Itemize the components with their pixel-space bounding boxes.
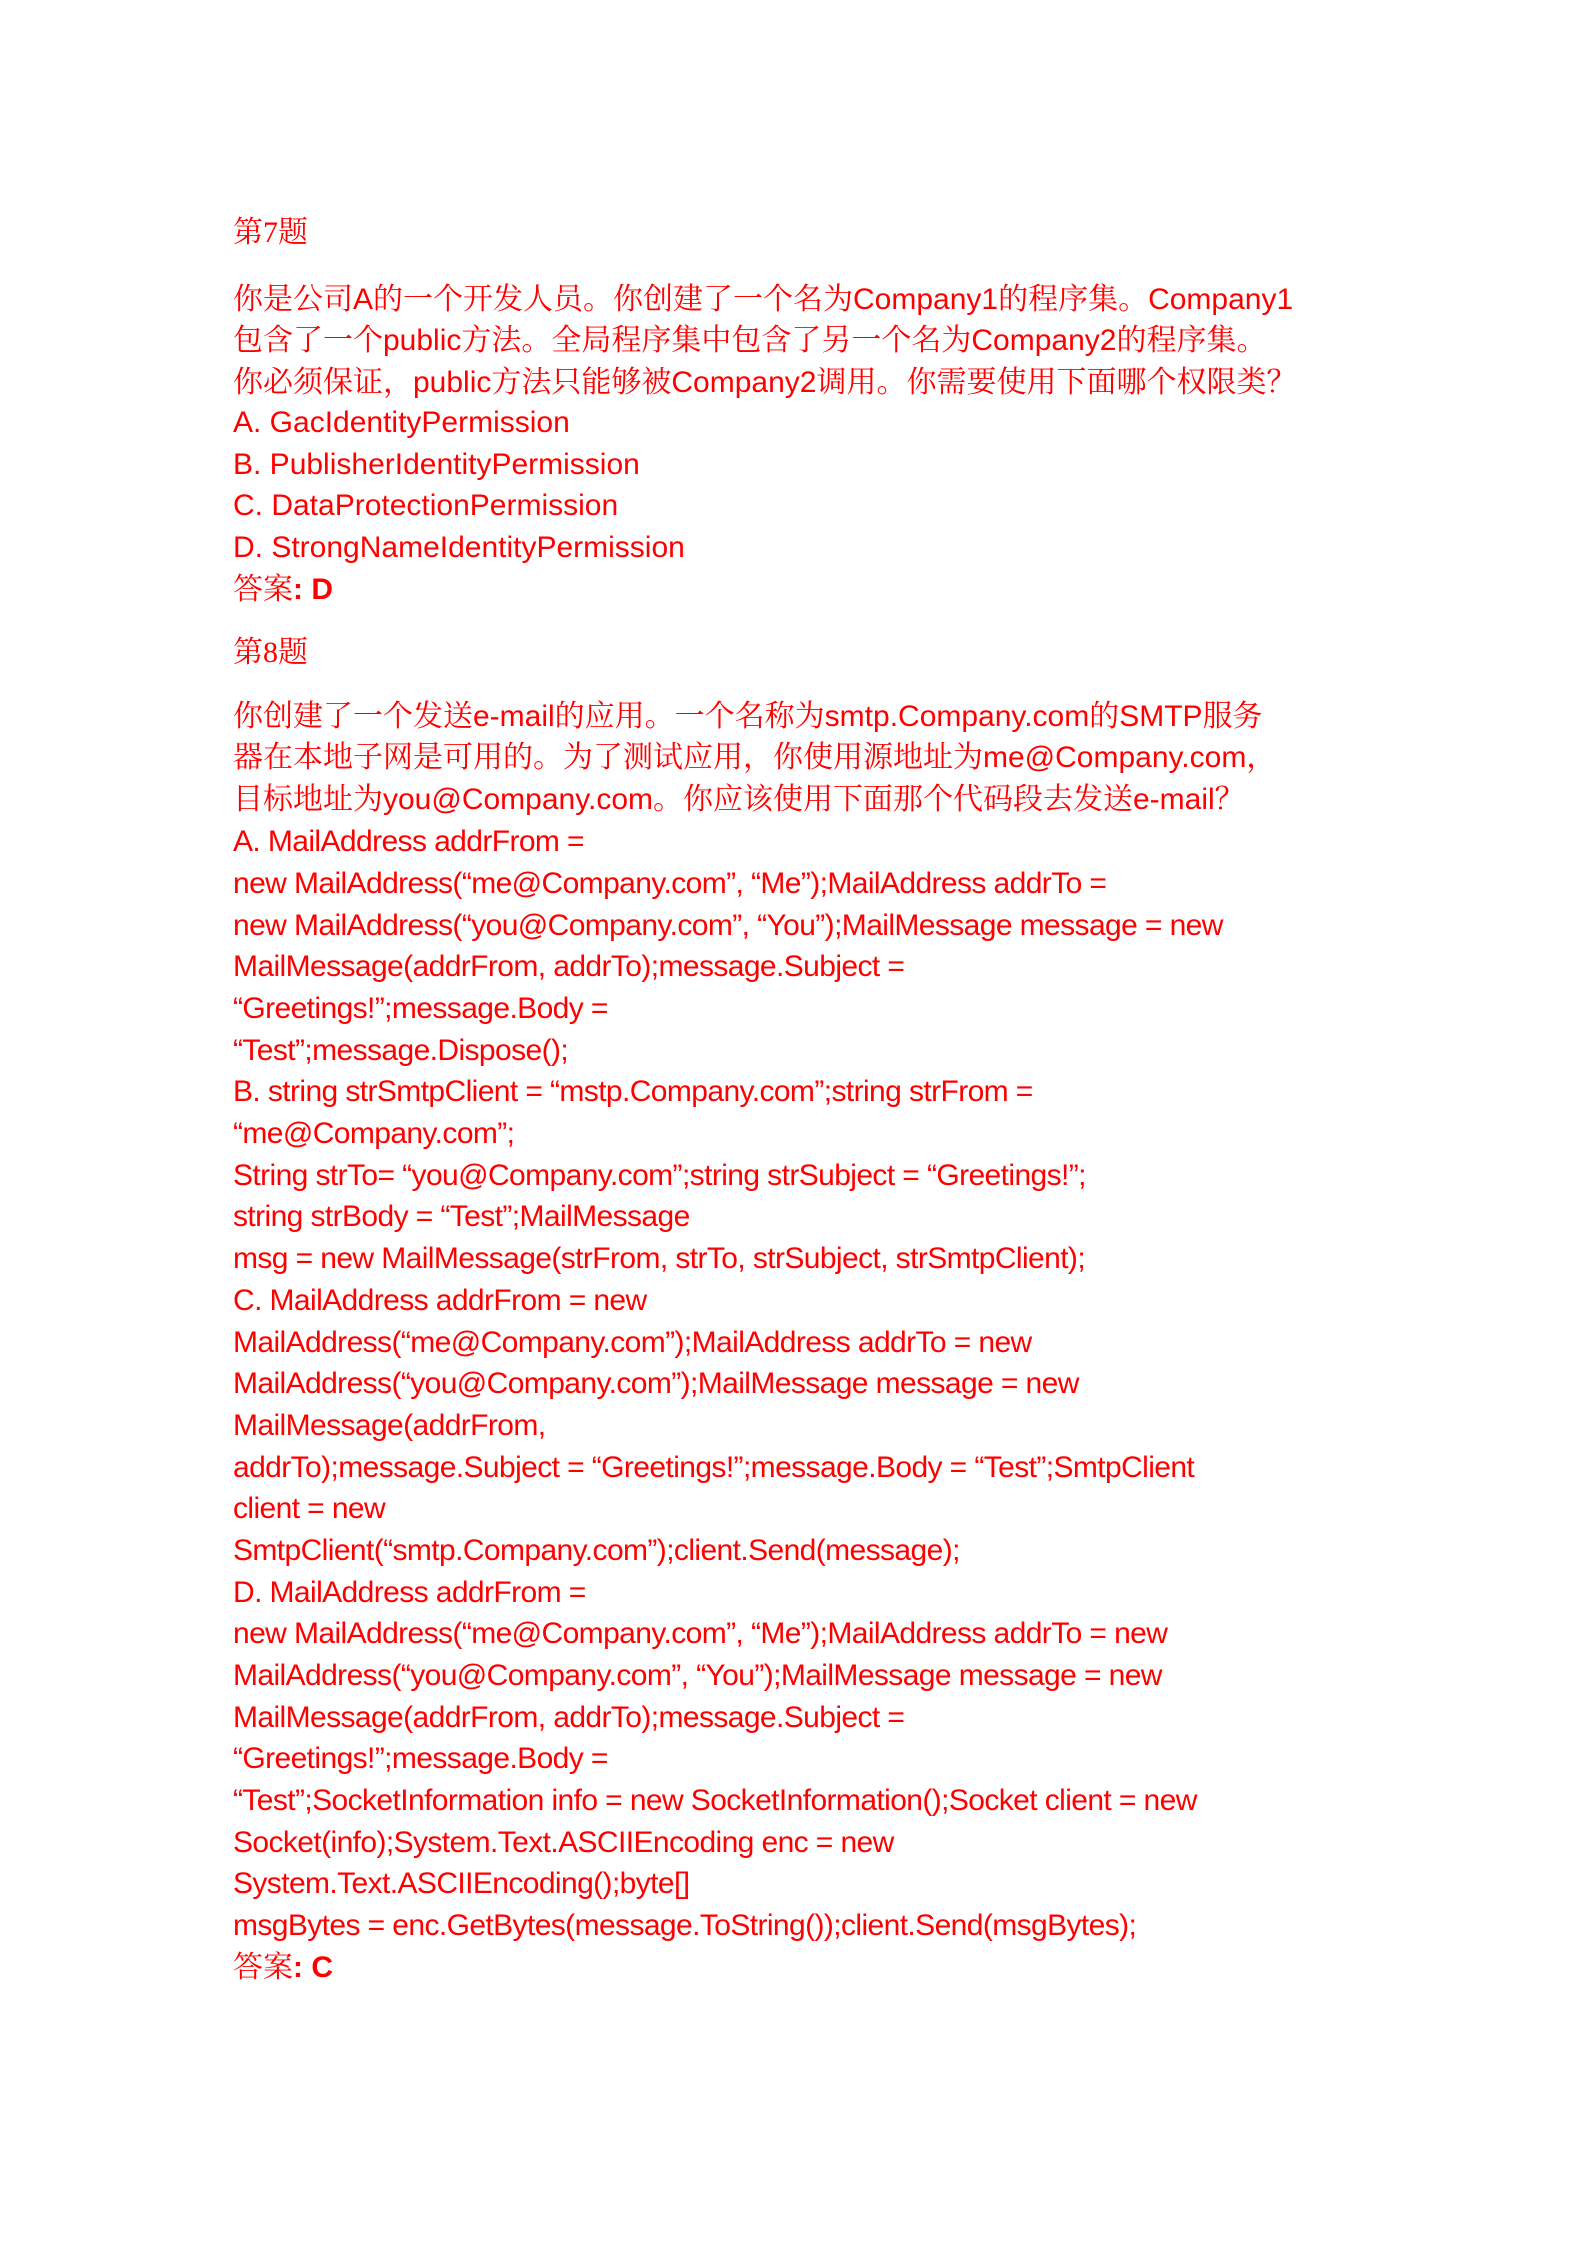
answer-label: 答案: [233, 1951, 293, 1984]
question-8-option-line: “Test”;SocketInformation info = new SocketInformation();Socket client = new: [233, 1784, 1197, 1817]
question-8-option-line: SmtpClient(“smtp.Company.com”);client.Send(message);: [233, 1534, 960, 1567]
answer-value: C: [311, 1951, 333, 1984]
answer-separator: :: [293, 1951, 312, 1984]
question-8-option-line: new MailAddress(“me@Company.com”, “Me”);MailAddress addrTo = new: [233, 1617, 1168, 1650]
question-8-option-line: “Test”;message.Dispose();: [233, 1034, 569, 1067]
question-7-answer: [233, 570, 333, 610]
question-8-option-line: MailMessage(addrFrom, addrTo);message.Subject =: [233, 1701, 905, 1734]
question-8-option-line: MailMessage(addrFrom, addrTo);message.Subject =: [233, 950, 905, 983]
answer-value: D: [311, 573, 333, 606]
question-8-option-line: MailMessage(addrFrom,: [233, 1409, 546, 1442]
question-8-option-line: string strBody = “Test”;MailMessage: [233, 1200, 690, 1233]
question-8-option-line: Socket(info);System.Text.ASCIIEncoding enc = new: [233, 1826, 894, 1859]
question-8-option-line: MailAddress(“you@Company.com”);MailMessage message = new: [233, 1367, 1079, 1400]
question-8-option-line: “me@Company.com”;: [233, 1117, 515, 1150]
question-8-option-line: client = new: [233, 1492, 386, 1525]
question-8-answer: [233, 1948, 333, 1988]
answer-label: 答案: [233, 573, 293, 606]
question-8-option-line: new MailAddress(“you@Company.com”, “You”);MailMessage message = new: [233, 909, 1223, 942]
question-7-option-d: D. StrongNameIdentityPermission: [233, 531, 685, 564]
question-8-option-line: msg = new MailMessage(strFrom, strTo, strSubject, strSmtpClient);: [233, 1242, 1086, 1275]
question-7-option-c: C. DataProtectionPermission: [233, 489, 619, 522]
question-8-option-line: String strTo= “you@Company.com”;string strSubject = “Greetings!”;: [233, 1159, 1086, 1192]
question-8-option-line: D. MailAddress addrFrom =: [233, 1576, 586, 1609]
question-8-option-line: “Greetings!”;message.Body =: [233, 1742, 608, 1775]
question-8-option-line: new MailAddress(“me@Company.com”, “Me”);MailAddress addrTo =: [233, 867, 1107, 900]
question-8-option-line: msgBytes = enc.GetBytes(message.ToString());client.Send(msgBytes);: [233, 1909, 1137, 1942]
question-7-option-a: A. GacIdentityPermission: [233, 406, 570, 439]
answer-separator: :: [293, 573, 312, 606]
question-8-option-line: MailAddress(“you@Company.com”, “You”);MailMessage message = new: [233, 1659, 1162, 1692]
question-8-stem-line: 目标地址为you@Company.com。你应该使用下面那个代码段去发送e-mail？: [233, 783, 1245, 816]
question-8-stem-line: 你创建了一个发送e-mail的应用。一个名称为smtp.Company.com的SMTP服务: [233, 700, 1263, 733]
question-7-stem-line: 你必须保证，public方法只能够被Company2调用。你需要使用下面哪个权限类？: [233, 366, 1297, 399]
question-7-stem-line: 包含了一个public方法。全局程序集中包含了另一个名为Company2的程序集。: [233, 324, 1267, 357]
question-8-option-line: A. MailAddress addrFrom =: [233, 825, 584, 858]
question-7-option-b: B. PublisherIdentityPermission: [233, 448, 640, 481]
question-8-stem-line: 器在本地子网是可用的。为了测试应用，你使用源地址为me@Company.com，: [233, 741, 1277, 774]
question-8-title: 第8题: [233, 636, 308, 669]
question-7-stem-line: 你是公司A的一个开发人员。你创建了一个名为Company1的程序集。Company1: [233, 283, 1294, 316]
question-8-option-line: addrTo);message.Subject = “Greetings!”;message.Body = “Test”;SmtpClient: [233, 1451, 1195, 1484]
question-8-option-line: “Greetings!”;message.Body =: [233, 992, 608, 1025]
question-7-title: 第7题: [233, 216, 308, 249]
question-8-option-line: B. string strSmtpClient = “mstp.Company.com”;string strFrom =: [233, 1075, 1033, 1108]
question-8-option-line: C. MailAddress addrFrom = new: [233, 1284, 647, 1317]
question-8-option-line: MailAddress(“me@Company.com”);MailAddress addrTo = new: [233, 1326, 1032, 1359]
question-8-option-line: System.Text.ASCIIEncoding();byte[]: [233, 1867, 690, 1900]
